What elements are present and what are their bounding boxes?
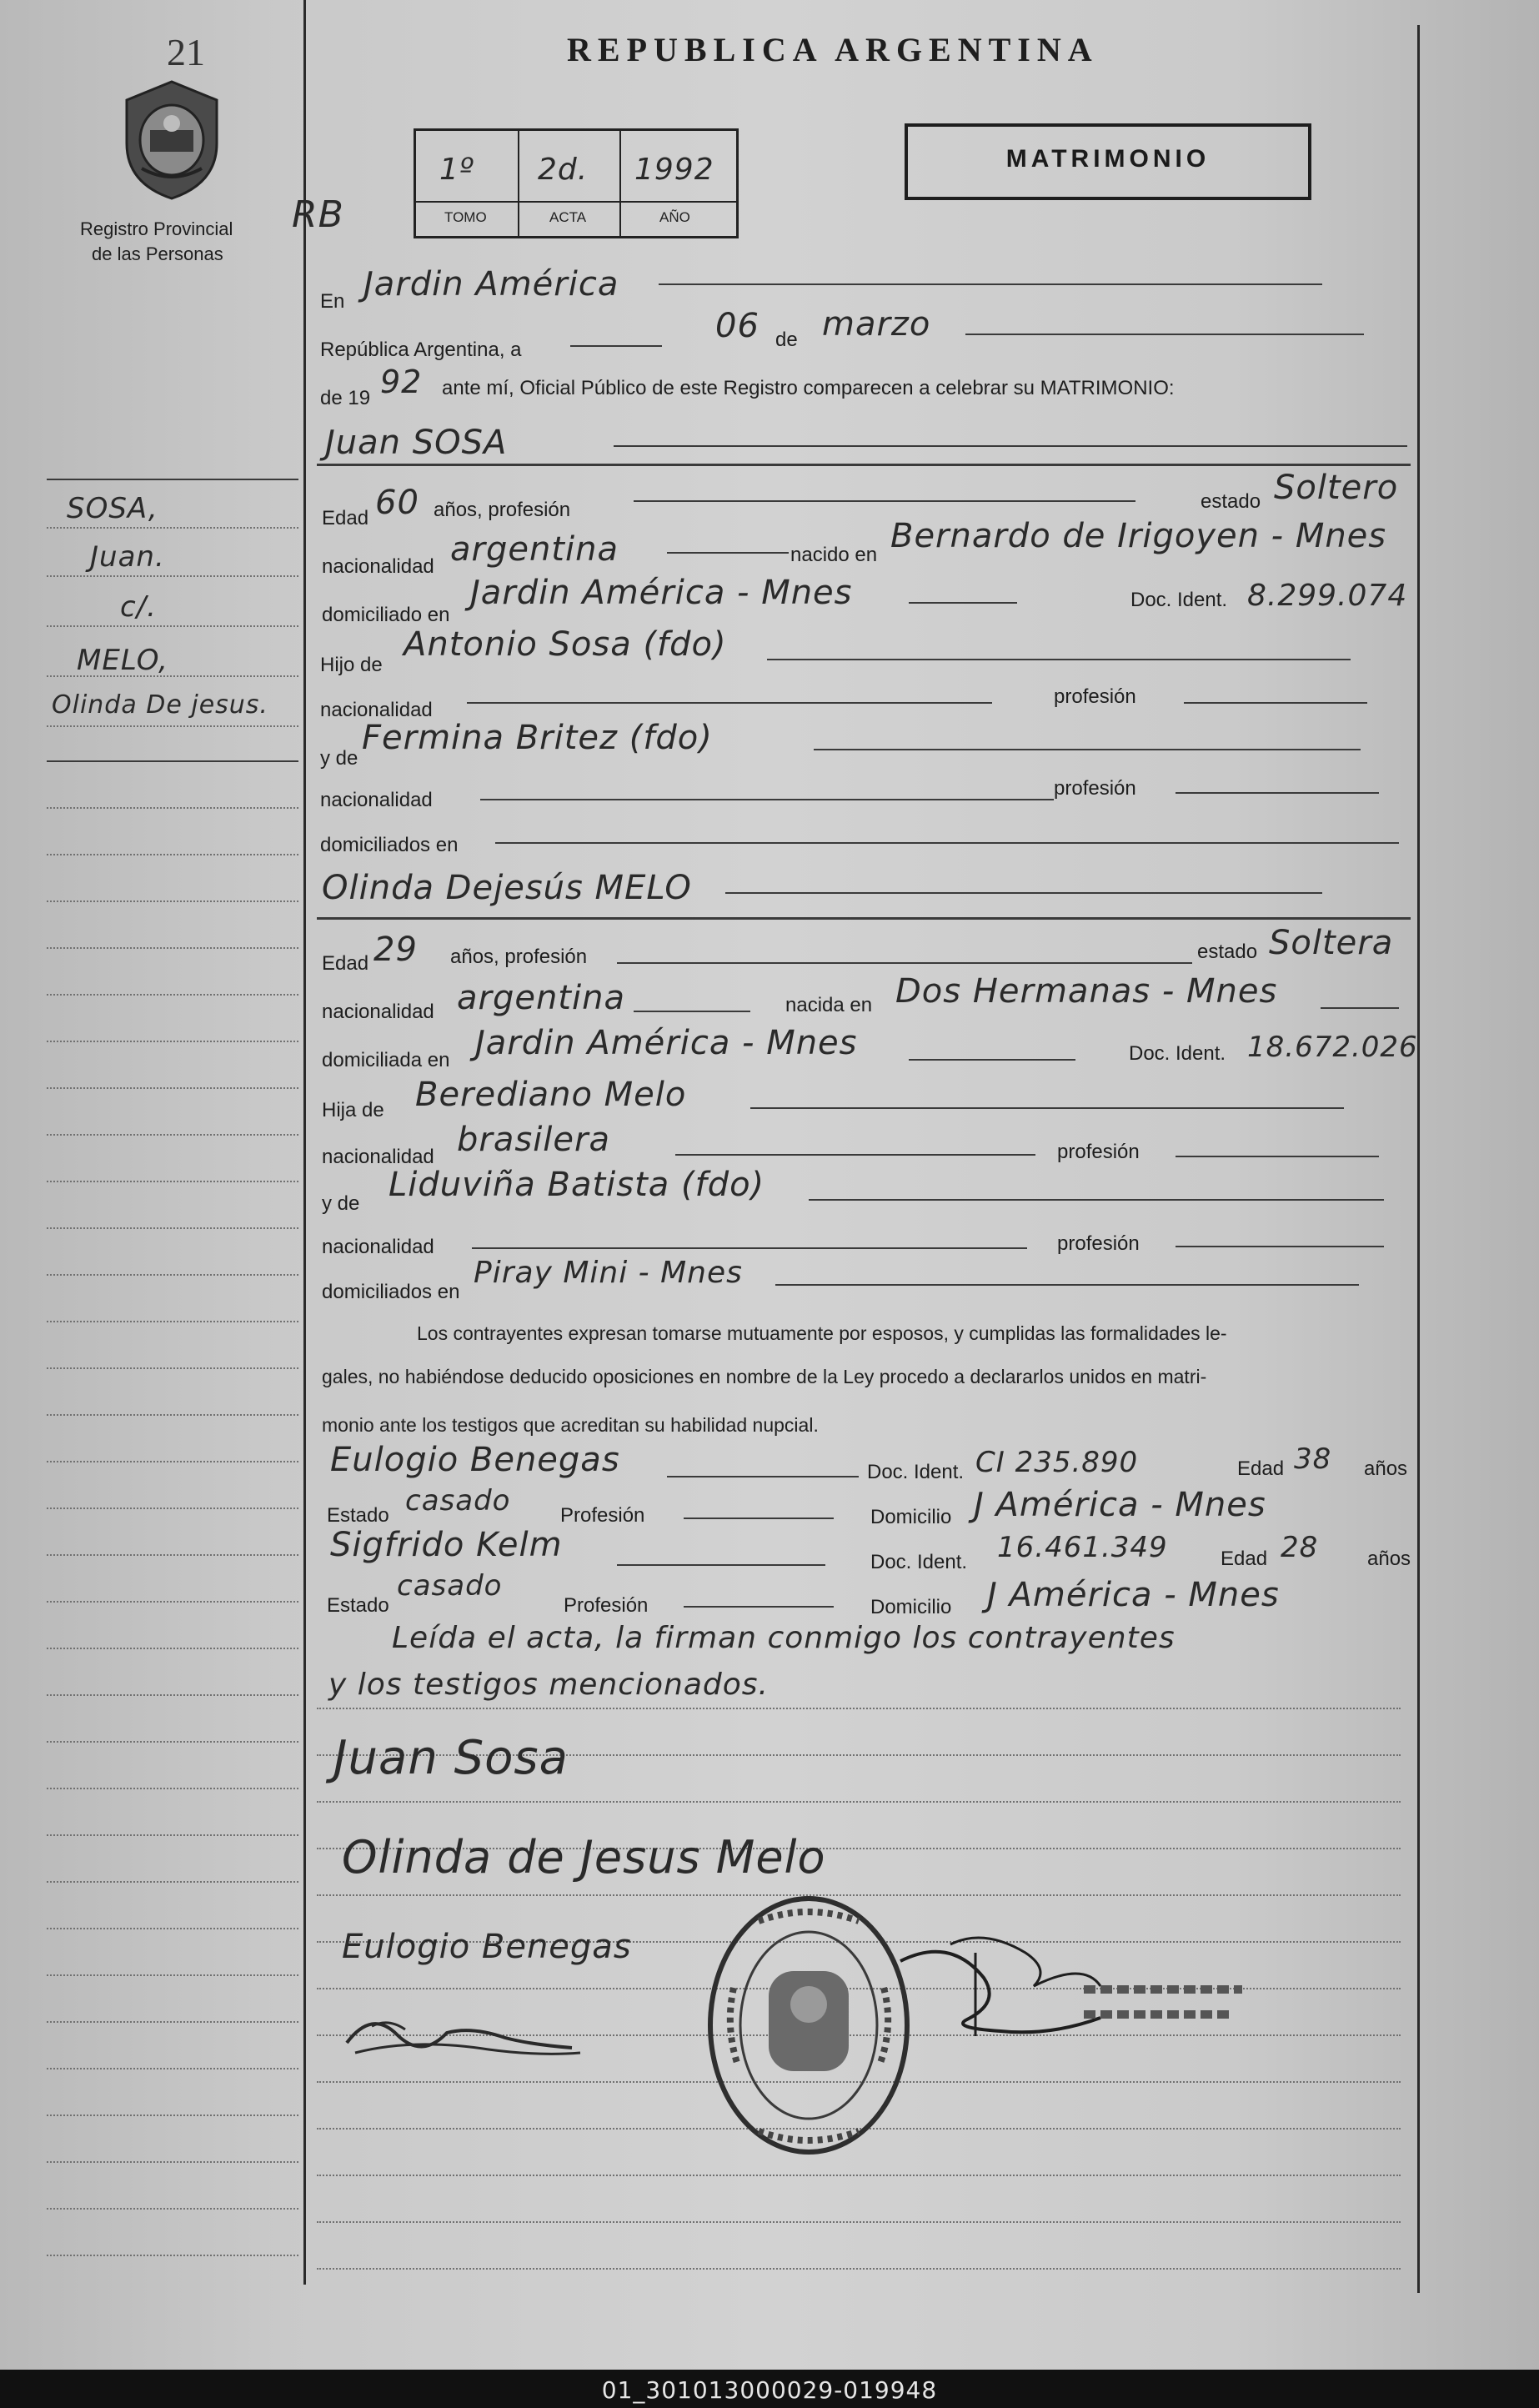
- groom-father-prof-label: profesión: [1054, 685, 1136, 708]
- provincial-seal-icon: [117, 77, 227, 206]
- left-border-line: [303, 0, 306, 2285]
- groom-section-rule: [317, 464, 1411, 466]
- witness1-edad-label: Edad: [1237, 1457, 1285, 1480]
- witness2-domicilio-label: Domicilio: [870, 1596, 952, 1618]
- witness2-estado: casado: [397, 1569, 503, 1603]
- acta-label: ACTA: [549, 209, 587, 225]
- ano-value: 1992: [634, 153, 714, 187]
- margin-line-1: SOSA,: [67, 492, 158, 525]
- groom-estado: Soltero: [1274, 469, 1399, 507]
- bride-father-nac-line: [675, 1154, 1035, 1156]
- groom-anos-profesion-label: años, profesión: [434, 499, 571, 521]
- groom-nationality-line: [667, 552, 789, 554]
- closing-line-1: Leída el acta, la firman conmigo los contrayentes: [392, 1621, 1176, 1655]
- witness2-estado-label: Estado: [327, 1594, 389, 1617]
- margin-line-5: Olinda De jesus.: [52, 690, 268, 720]
- tomo-label: TOMO: [444, 209, 487, 225]
- bride-father-line: [750, 1107, 1344, 1109]
- bride-domicile-line: [909, 1059, 1075, 1061]
- witness1-profesion-line: [684, 1518, 834, 1519]
- ano-label: AÑO: [659, 209, 690, 225]
- bride-father-nationality: brasilera: [457, 1121, 610, 1159]
- groom-father-prof-line: [1184, 702, 1367, 704]
- witness1-signature: Eulogio Benegas: [342, 1928, 632, 1966]
- witness2-name-line: [617, 1564, 825, 1566]
- bride-doc: 18.672.026: [1247, 1031, 1418, 1064]
- bride-section-rule: [317, 917, 1411, 920]
- bride-mother-nac-line: [472, 1247, 1027, 1249]
- groom-mother-prof-line: [1176, 792, 1379, 794]
- bride-nacionalidad-label: nacionalidad: [322, 1001, 434, 1023]
- bride-estado: Soltera: [1269, 924, 1394, 962]
- witness1-doc: CI 235.890: [975, 1446, 1139, 1479]
- bride-nacida-label: nacida en: [785, 994, 873, 1016]
- groom-domiciliados-label: domiciliados en: [320, 834, 459, 856]
- groom-doc-label: Doc. Ident.: [1130, 589, 1228, 611]
- groom-name-line: [614, 445, 1407, 447]
- groom-mother-line: [814, 749, 1361, 750]
- bride-domiciliada-label: domiciliada en: [322, 1049, 450, 1071]
- declaration-line-2: gales, no habiéndose deducido oposiciones en nombre de la Ley procedo a declararlos unidos en matri-: [322, 1366, 1207, 1387]
- bride-domicile: Jardin América - Mnes: [475, 1024, 858, 1062]
- bride-nationality: argentina: [457, 979, 625, 1017]
- groom-mother: Fermina Britez (fdo): [362, 719, 713, 757]
- declaration-line-3: monio ante los testigos que acreditan su habilidad nupcial.: [322, 1414, 819, 1436]
- bride-age: 29: [373, 931, 418, 969]
- bride-domiciliados-label: domiciliados en: [322, 1281, 460, 1303]
- groom-yde-label: y de: [320, 747, 358, 770]
- groom-estado-label: estado: [1201, 490, 1261, 513]
- groom-mother-prof-label: profesión: [1054, 777, 1136, 800]
- margin-line-2: Juan.: [90, 540, 165, 574]
- bride-doc-label: Doc. Ident.: [1129, 1042, 1226, 1065]
- groom-age: 60: [375, 484, 419, 522]
- witness1-anos-label: años: [1364, 1457, 1408, 1480]
- witness1-estado-label: Estado: [327, 1504, 389, 1527]
- bride-mother-line: [809, 1199, 1384, 1201]
- bride-mother-nac-label: nacionalidad: [322, 1236, 434, 1258]
- witness1-name: Eulogio Benegas: [330, 1441, 620, 1479]
- bride-parents-domicile-line: [775, 1284, 1359, 1286]
- tomo-value: 1º: [439, 153, 474, 187]
- witness1-name-line: [667, 1476, 859, 1477]
- month-line: [965, 334, 1364, 335]
- groom-name: Juan SOSA: [325, 424, 508, 462]
- groom-father-nac-line: [467, 702, 992, 704]
- bride-edad-label: Edad: [322, 952, 369, 975]
- groom-hijo-label: Hijo de: [320, 654, 383, 676]
- witness2-doc-label: Doc. Ident.: [870, 1551, 968, 1573]
- bride-mother: Liduviña Batista (fdo): [389, 1166, 765, 1204]
- groom-edad-label: Edad: [322, 507, 369, 529]
- witness2-age: 28: [1281, 1531, 1319, 1564]
- groom-nationality: argentina: [450, 530, 619, 569]
- groom-domicile-line: [909, 602, 1017, 604]
- right-border-line: [1417, 25, 1420, 2293]
- intro-year: 92: [380, 364, 423, 400]
- intro-day: 06: [715, 307, 759, 345]
- bride-profesion-line: [617, 962, 1192, 964]
- bride-name: Olinda Dejesús MELO: [322, 869, 692, 907]
- groom-mother-nac-label: nacionalidad: [320, 789, 433, 811]
- groom-doc: 8.299.074: [1247, 579, 1408, 613]
- witness2-domicilio: J América - Mnes: [987, 1576, 1280, 1614]
- bride-birthplace: Dos Hermanas - Mnes: [895, 972, 1278, 1011]
- registry-ref-box: [414, 128, 739, 238]
- witness1-doc-label: Doc. Ident.: [867, 1461, 965, 1483]
- groom-nacido-label: nacido en: [790, 544, 878, 566]
- registry-name-line2: de las Personas: [92, 243, 223, 264]
- witness1-profesion-label: Profesión: [560, 1504, 645, 1527]
- en-label: En: [320, 290, 345, 313]
- witness2-profesion-line: [684, 1606, 834, 1608]
- bride-hija-label: Hija de: [322, 1099, 384, 1121]
- bride-father: Berediano Melo: [415, 1076, 687, 1114]
- closing-line-2: y los testigos mencionados.: [328, 1668, 769, 1702]
- bride-yde-label: y de: [322, 1192, 360, 1215]
- witness2-name: Sigfrido Kelm: [330, 1526, 563, 1564]
- declaration-line-1: Los contrayentes expresan tomarse mutuamente por esposos, y cumplidas las formalidades le-: [417, 1322, 1227, 1344]
- intro-place: Jardin América: [363, 265, 619, 304]
- de19-label: de 19: [320, 387, 371, 409]
- groom-signature: Juan Sosa: [333, 1731, 569, 1785]
- intro-month: marzo: [822, 305, 931, 344]
- witness2-edad-label: Edad: [1221, 1548, 1268, 1570]
- margin-divider-top: [47, 479, 298, 480]
- groom-father: Antonio Sosa (fdo): [404, 625, 727, 664]
- witness1-domicilio: J América - Mnes: [974, 1486, 1266, 1524]
- de-label: de: [775, 329, 798, 351]
- bride-mother-prof-label: profesión: [1057, 1232, 1140, 1255]
- intro-rest: ante mí, Oficial Público de este Registro comparecen a celebrar su MATRIMONIO:: [442, 377, 1175, 399]
- registry-name-line1: Registro Provincial: [80, 218, 233, 239]
- doc-type-label: MATRIMONIO: [1005, 145, 1211, 173]
- groom-nacionalidad-label: nacionalidad: [322, 555, 434, 578]
- day-line-left: [570, 345, 662, 347]
- bride-father-prof-label: profesión: [1057, 1141, 1140, 1163]
- margin-divider-bottom: [47, 760, 298, 762]
- official-signature-icon: [884, 1928, 1267, 2065]
- bride-father-nac-label: nacionalidad: [322, 1146, 434, 1168]
- witness2-doc: 16.461.349: [997, 1531, 1168, 1564]
- witness1-age: 38: [1294, 1442, 1332, 1476]
- bride-name-line: [725, 892, 1322, 894]
- intro-place-line: [659, 283, 1322, 285]
- witness2-profesion-label: Profesión: [564, 1594, 649, 1617]
- groom-profesion-line: [634, 500, 1135, 502]
- margin-line-4: MELO,: [77, 644, 168, 677]
- bride-signature: Olinda de Jesus Melo: [342, 1831, 826, 1884]
- groom-birthplace: Bernardo de Irigoyen - Mnes: [890, 517, 1387, 555]
- document-title: REPUBLICA ARGENTINA: [567, 31, 1099, 68]
- witness2-signature-scribble-icon: [338, 2001, 589, 2072]
- bride-anos-profesion-label: años, profesión: [450, 946, 588, 968]
- footer-bar: [0, 2370, 1539, 2408]
- bride-estado-label: estado: [1197, 941, 1258, 963]
- file-id-label: 01_301013000029-019948: [601, 2376, 938, 2404]
- bride-parents-domicile: Piray Mini - Mnes: [474, 1256, 743, 1290]
- bride-nationality-line: [634, 1011, 750, 1012]
- groom-domiciliado-label: domiciliado en: [322, 604, 450, 626]
- acta-value: 2d.: [538, 153, 589, 187]
- bride-mother-prof-line: [1176, 1246, 1384, 1247]
- groom-father-line: [767, 659, 1351, 660]
- witness1-estado: casado: [405, 1484, 511, 1518]
- page-number: 21: [167, 31, 205, 73]
- bride-birthplace-line: [1321, 1007, 1399, 1009]
- groom-domiciliados-line: [495, 842, 1399, 844]
- groom-domicile: Jardin América - Mnes: [470, 574, 853, 612]
- initials-mark: RB: [292, 193, 344, 236]
- witness2-anos-label: años: [1367, 1548, 1411, 1570]
- bride-father-prof-line: [1176, 1156, 1379, 1157]
- groom-mother-nac-line: [480, 799, 1054, 800]
- margin-line-3: c/.: [120, 590, 157, 624]
- republica-label: República Argentina, a: [320, 339, 522, 361]
- doc-type-box: [905, 123, 1311, 200]
- groom-father-nac-label: nacionalidad: [320, 699, 433, 721]
- witness1-domicilio-label: Domicilio: [870, 1506, 952, 1528]
